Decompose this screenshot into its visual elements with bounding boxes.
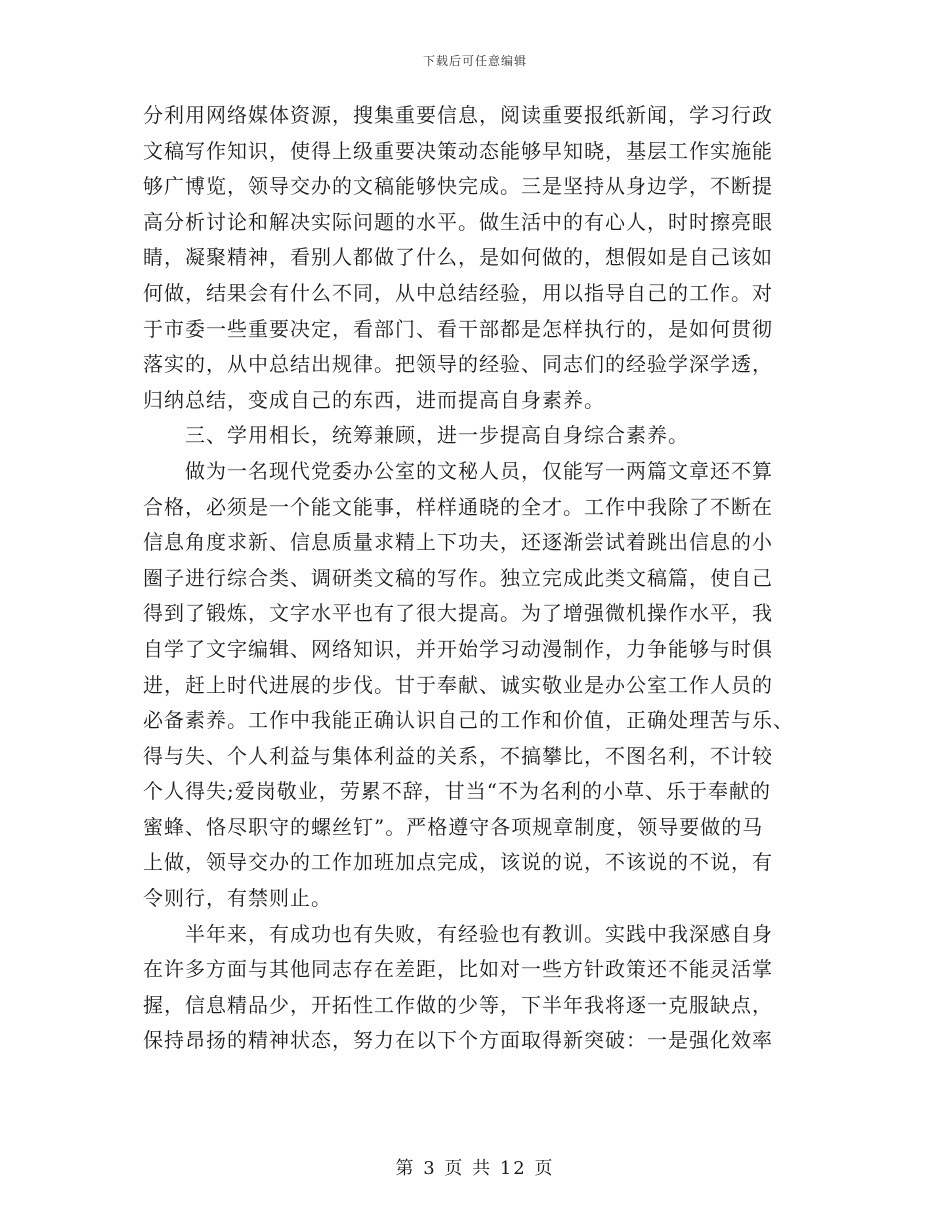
text-line: 分利用网络媒体资源，搜集重要信息，阅读重要报纸新闻，学习行政 bbox=[143, 103, 773, 127]
text-line: 信息角度求新、信息质量求精上下功夫，还逐渐尝试着跳出信息的小 bbox=[143, 530, 773, 555]
text-line: 上做，领导交办的工作加班加点完成，该说的说，不该说的不说，有 bbox=[143, 850, 773, 875]
text-line: 进，赶上时代进展的步伐。甘于奉献、诚实敬业是办公室工作人员的 bbox=[143, 672, 773, 697]
text-line: 于市委一些重要决定，看部门、看干部都是怎样执行的，是如何贯彻 bbox=[143, 316, 773, 341]
text-line: 睛，凝聚精神，看别人都做了什么，是如何做的，想假如是自己该如 bbox=[143, 245, 773, 270]
text-line: 在许多方面与其他同志存在差距，比如对一些方针政策还不能灵活掌 bbox=[143, 957, 773, 982]
text-line: 归纳总结，变成自己的东西，进而提高自身素养。 bbox=[143, 387, 605, 412]
page-header: 下载后可任意编辑 bbox=[422, 54, 527, 68]
text-line: 圈子进行综合类、调研类文稿的写作。独立完成此类文稿篇，使自己 bbox=[143, 565, 773, 590]
text-line: 够广博览，领导交办的文稿能够快完成。三是坚持从身边学，不断提 bbox=[143, 174, 773, 199]
text-line: 落实的，从中总结出规律。把领导的经验、同志们的经验学深学透， bbox=[143, 352, 773, 377]
text-line: 高分析讨论和解决实际问题的水平。做生活中的有心人，时时擦亮眼 bbox=[143, 209, 773, 234]
text-line: 蜜蜂、恪尽职守的螺丝钉”。严格遵守各项规章制度，领导要做的马 bbox=[143, 814, 764, 839]
document-body bbox=[143, 98, 808, 1059]
page-number-footer: 第 3 页 共 12 页 bbox=[395, 1158, 555, 1179]
text-line: 握，信息精品少，开拓性工作做的少等，下半年我将逐一克服缺点， bbox=[143, 992, 773, 1017]
text-line: 自学了文字编辑、网络知识，并开始学习动漫制作，力争能够与时俱 bbox=[143, 636, 773, 661]
text-line: 个人得失;爱岗敬业，劳累不辞，甘当“不为名利的小草、乐于奉献的 bbox=[143, 779, 771, 804]
text-line: 得到了锻炼，文字水平也有了很大提高。为了增强微机操作水平，我 bbox=[143, 601, 773, 626]
text-line: 何做，结果会有什么不同，从中总结经验，用以指导自己的工作。对 bbox=[143, 280, 773, 305]
text-line: 令则行，有禁则止。 bbox=[143, 886, 332, 911]
text-line: 得与失、个人利益与集体利益的关系，不搞攀比，不图名利，不计较 bbox=[143, 743, 773, 768]
text-line: 做为一名现代党委办公室的文秘人员，仅能写一两篇文章还不算 bbox=[143, 458, 773, 483]
text-line: 合格，必须是一个能文能事，样样通晓的全才。工作中我除了不断在 bbox=[143, 494, 773, 519]
text-line: 保持昂扬的精神状态，努力在以下个方面取得新突破：一是强化效率 bbox=[143, 1028, 773, 1053]
text-line: 必备素养。工作中我能正确认识自己的工作和价值，正确处理苦与乐、 bbox=[143, 708, 794, 733]
section-heading: 三、学用相长，统筹兼顾，进一步提高自身综合素养。 bbox=[143, 423, 689, 448]
text-line: 文稿写作知识，使得上级重要决策动态能够早知晓，基层工作实施能 bbox=[143, 138, 773, 163]
text-line: 半年来，有成功也有失败，有经验也有教训。实践中我深感自身 bbox=[143, 921, 773, 946]
